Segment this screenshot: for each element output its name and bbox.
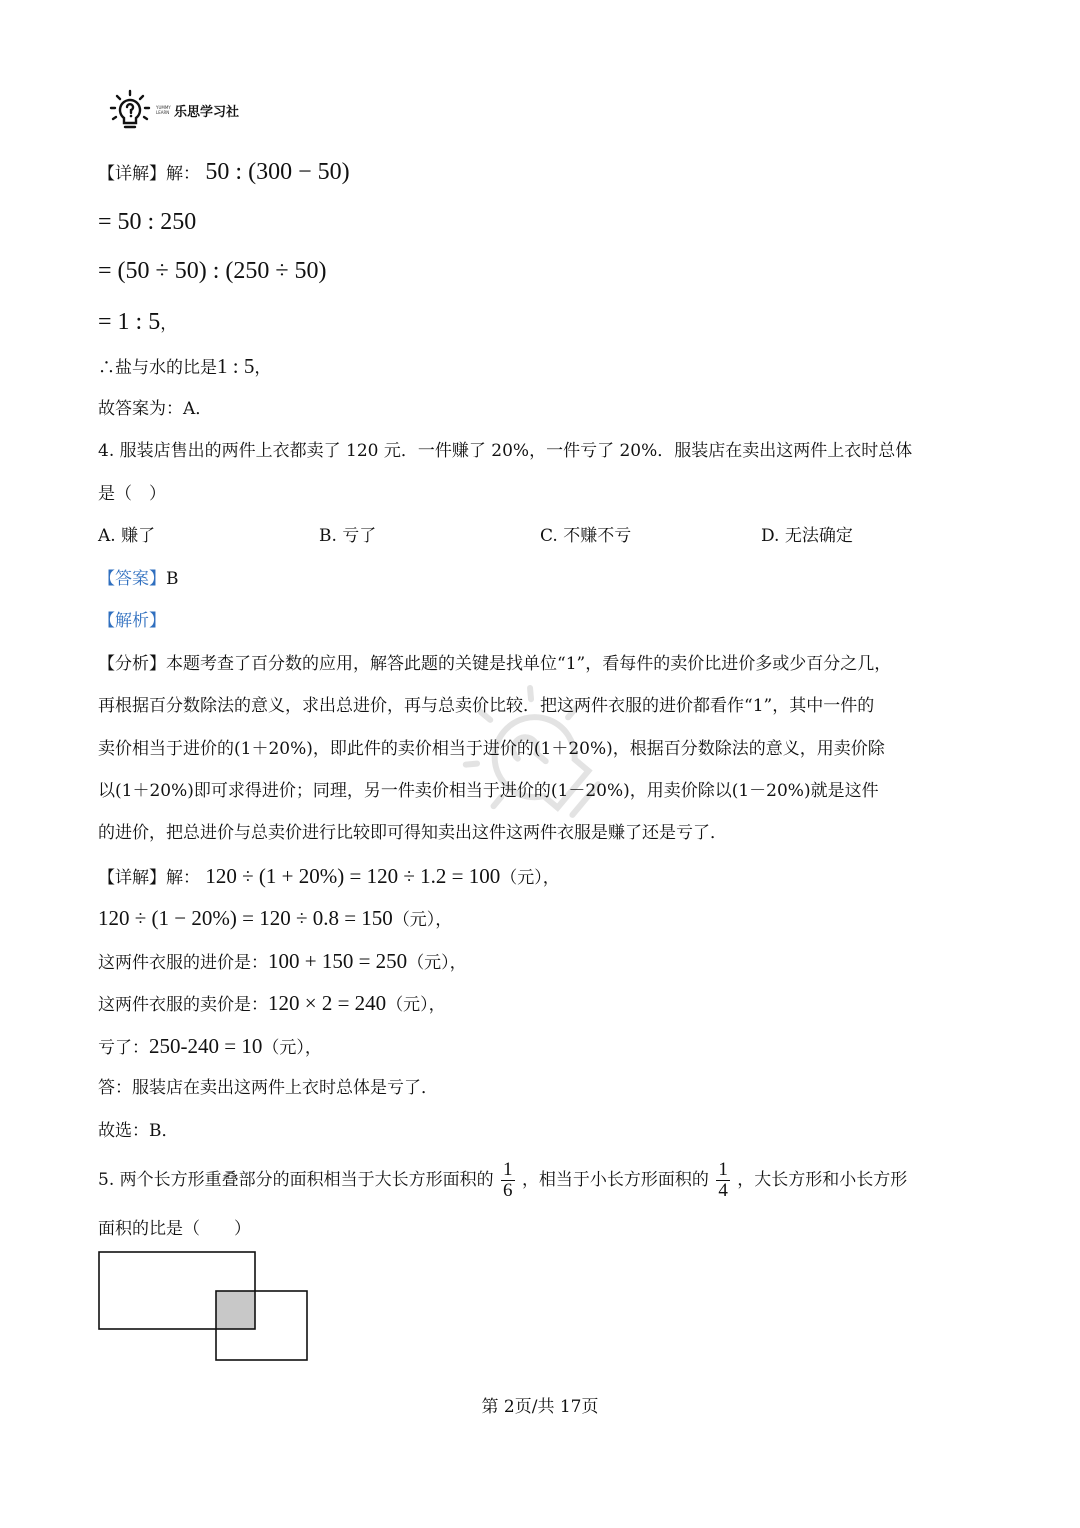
overlapping-rectangles-diagram — [96, 1248, 316, 1368]
analysis-line-3: 卖价相当于进价的(1＋20%)，即此件的卖价相当于进价的(1＋20%)，根据百分数除法的意义，用卖价除 — [98, 739, 885, 759]
answer-row — [98, 567, 179, 591]
conclusion-line: 答：服装店在卖出这两件上衣时总体是亏了． — [98, 1078, 438, 1098]
answer-value: B — [166, 569, 179, 589]
analysis-line-4: 以(1＋20%)即可求得进价；同理，另一件卖价相当于进价的(1－20%)，用卖价除以(1－20%)就是这件 — [98, 781, 879, 801]
loss-prefix: 亏了： — [98, 1038, 149, 1058]
detail-line-3 — [98, 259, 327, 285]
option-c: C. 不赚不亏 — [540, 526, 632, 546]
logo-tagline: YUMMY LEARN — [156, 105, 171, 115]
choice-line: 故选：B． — [98, 1121, 179, 1141]
fraction-one-quarter — [716, 1160, 730, 1201]
analysis-line-1 — [98, 652, 891, 676]
numerator: 1 — [718, 1159, 728, 1180]
option-a: A. 赚了 — [98, 526, 156, 546]
detail-line-1 — [98, 160, 350, 186]
option-b: B. 亏了 — [319, 526, 377, 546]
stem-text: 5. 两个长方形重叠部分的面积相当于大长方形面积的 — [98, 1170, 494, 1190]
watermark-logo — [400, 640, 700, 900]
calc-expression-1: 120 ÷ (1 + 20%) = 120 ÷ 1.2 = 100 — [205, 864, 501, 888]
stem-text: ，大长方形和小长方形 — [737, 1170, 908, 1190]
conclusion-prefix: ∴盐与水的比是 — [98, 358, 217, 378]
lightbulb-question-icon — [106, 88, 154, 132]
detail-line-4 — [98, 310, 177, 336]
cost-prefix: 这两件衣服的进价是： — [98, 953, 268, 973]
cost-expression: 100 + 150 = 250 — [268, 949, 408, 973]
analysis-text: 本题考查了百分数的应用，解答此题的关键是找单位“1”，看每件的卖价比进价多或少百分之几， — [166, 654, 892, 674]
punctuation: ， — [160, 314, 178, 334]
ratio-expression-1: 50 : (300 − 50) — [205, 159, 350, 185]
calc-expression-2: 120 ÷ (1 − 20%) = 120 ÷ 0.8 = 150 — [98, 906, 393, 930]
loss-line — [98, 1034, 322, 1060]
fraction-one-sixth — [501, 1160, 515, 1201]
denominator: 4 — [718, 1180, 728, 1201]
calc-line-2 — [98, 906, 452, 932]
denominator: 6 — [503, 1180, 513, 1201]
analysis-prefix: 【分析】 — [98, 654, 166, 674]
answer-line: 故答案为：A． — [98, 399, 213, 419]
ratio-expression-4: = 1 : 5 — [98, 309, 161, 335]
sale-line — [98, 991, 446, 1017]
detail-prefix: 解： — [166, 164, 200, 184]
answer-tag: 【答案】 — [98, 569, 166, 589]
numerator: 1 — [503, 1159, 513, 1180]
detail-line-2 — [98, 210, 196, 236]
analysis-line-5: 的进价，把总进价与总卖价进行比较即可得知卖出这件这两件衣服是赚了还是亏了． — [98, 823, 727, 843]
question-5-stem-2: 面积的比是（ ） — [98, 1219, 251, 1239]
question-4-stem-1: 4. 服装店售出的两件上衣都卖了 120 元．一件赚了 20%，一件亏了 20%．服装店在卖出这两件上衣时总体 — [98, 441, 913, 461]
question-5-stem-1 — [98, 1160, 907, 1201]
stem-text: ，相当于小长方形面积的 — [521, 1170, 709, 1190]
calc-line-1 — [98, 864, 560, 890]
analysis-line-2: 再根据百分数除法的意义，求出总进价，再与总卖价比较．把这两件衣服的进价都看作“1”，其中一件的 — [98, 696, 875, 716]
detail-tag: 【详解】 — [98, 868, 166, 888]
cost-line — [98, 949, 467, 975]
option-d: D. 无法确定 — [761, 526, 853, 546]
ratio-expression-3: = (50 ÷ 50) : (250 ÷ 50) — [98, 258, 327, 284]
detail-prefix: 解： — [166, 868, 200, 888]
detail-line-5 — [98, 354, 271, 380]
unit: （元）， — [392, 910, 453, 930]
unit: （元）， — [500, 868, 560, 888]
unit: （元）， — [262, 1038, 322, 1058]
brand-logo — [106, 88, 239, 132]
question-4-stem-2: 是（ ） — [98, 484, 166, 504]
detail-tag: 【详解】 — [98, 164, 166, 184]
unit: （元）， — [386, 995, 446, 1015]
unit: （元）， — [407, 953, 467, 973]
overlap-region — [216, 1291, 255, 1329]
logo-wordmark: 乐思学习社 — [174, 104, 240, 120]
loss-expression: 250-240 = 10 — [149, 1034, 263, 1058]
page-number: 第 2页/共 17页 — [481, 1397, 599, 1417]
conclusion-ratio: 1 : 5 — [217, 354, 255, 378]
sale-prefix: 这两件衣服的卖价是： — [98, 995, 268, 1015]
punctuation: ， — [254, 358, 272, 378]
ratio-expression-2: = 50 : 250 — [98, 209, 197, 235]
analysis-tag: 【解析】 — [98, 611, 166, 631]
sale-expression: 120 × 2 = 240 — [268, 991, 387, 1015]
